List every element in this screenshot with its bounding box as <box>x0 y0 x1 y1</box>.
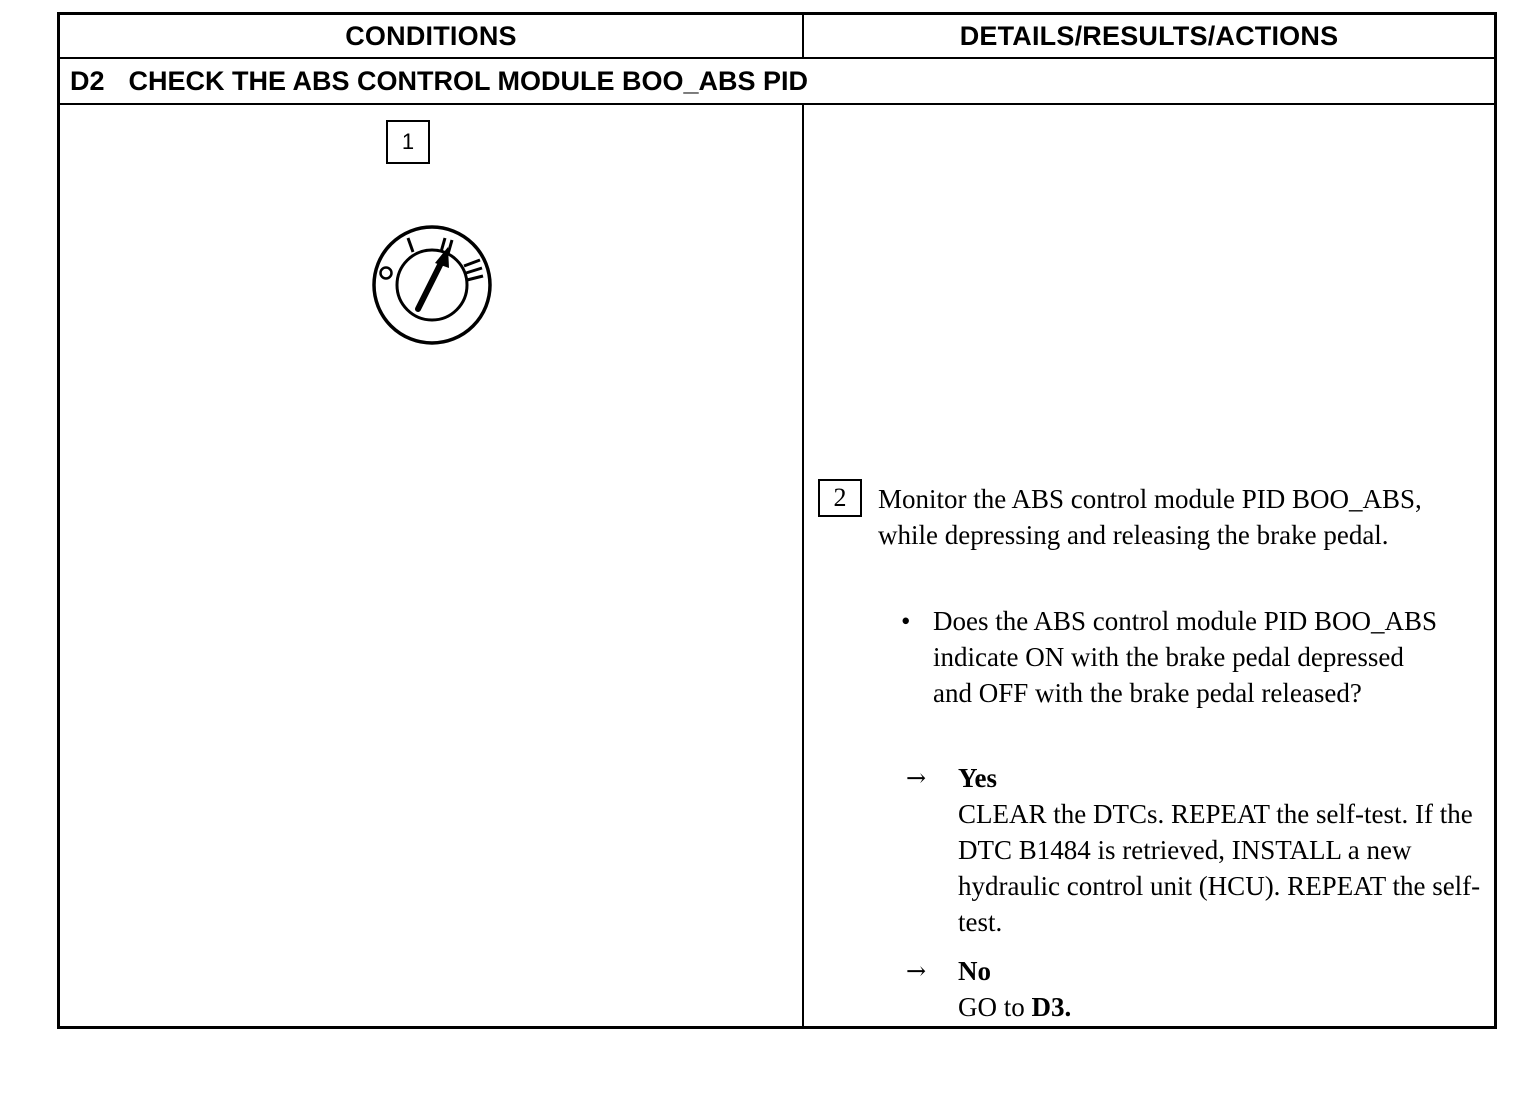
conditions-header: CONDITIONS <box>345 20 517 51</box>
yes-label: Yes <box>958 763 997 793</box>
yes-branch <box>906 760 1488 940</box>
step-2-instruction: Monitor the ABS control module PID BOO_ABS, while depressing and releasing the brake pedal. <box>878 484 1422 550</box>
header-divider <box>60 57 1494 59</box>
question-block <box>901 603 1443 711</box>
details-header: DETAILS/RESULTS/ACTIONS <box>959 20 1339 51</box>
step-title-text: CHECK THE ABS CONTROL MODULE BOO_ABS PID <box>128 65 809 96</box>
column-divider-body <box>802 103 804 1026</box>
no-branch <box>906 953 1488 1025</box>
step-2-number-box: 2 <box>818 479 862 517</box>
yes-arrow-icon: → <box>906 764 927 792</box>
step-id: D2 <box>70 65 105 96</box>
bullet-icon: • <box>901 606 911 636</box>
no-label: No <box>958 956 991 986</box>
diagnostic-table <box>57 12 1497 1029</box>
ignition-switch-icon <box>370 223 495 348</box>
yes-action: CLEAR the DTCs. REPEAT the self-test. If the DTC B1484 is retrieved, INSTALL a new hydraulic control unit (HCU). REPEAT the self-test. <box>958 799 1481 937</box>
no-action-prefix: GO to <box>958 992 1025 1022</box>
step-title <box>70 61 808 101</box>
step-1-number-box: 1 <box>386 120 430 164</box>
no-arrow-icon: → <box>906 957 927 985</box>
step-title-divider <box>60 103 1494 105</box>
no-action <box>958 989 1488 1025</box>
no-action-target: D3. <box>1031 992 1072 1022</box>
question-text: Does the ABS control module PID BOO_ABS indicate ON with the brake pedal depressed and OFF with the brake pedal released? <box>933 606 1438 708</box>
